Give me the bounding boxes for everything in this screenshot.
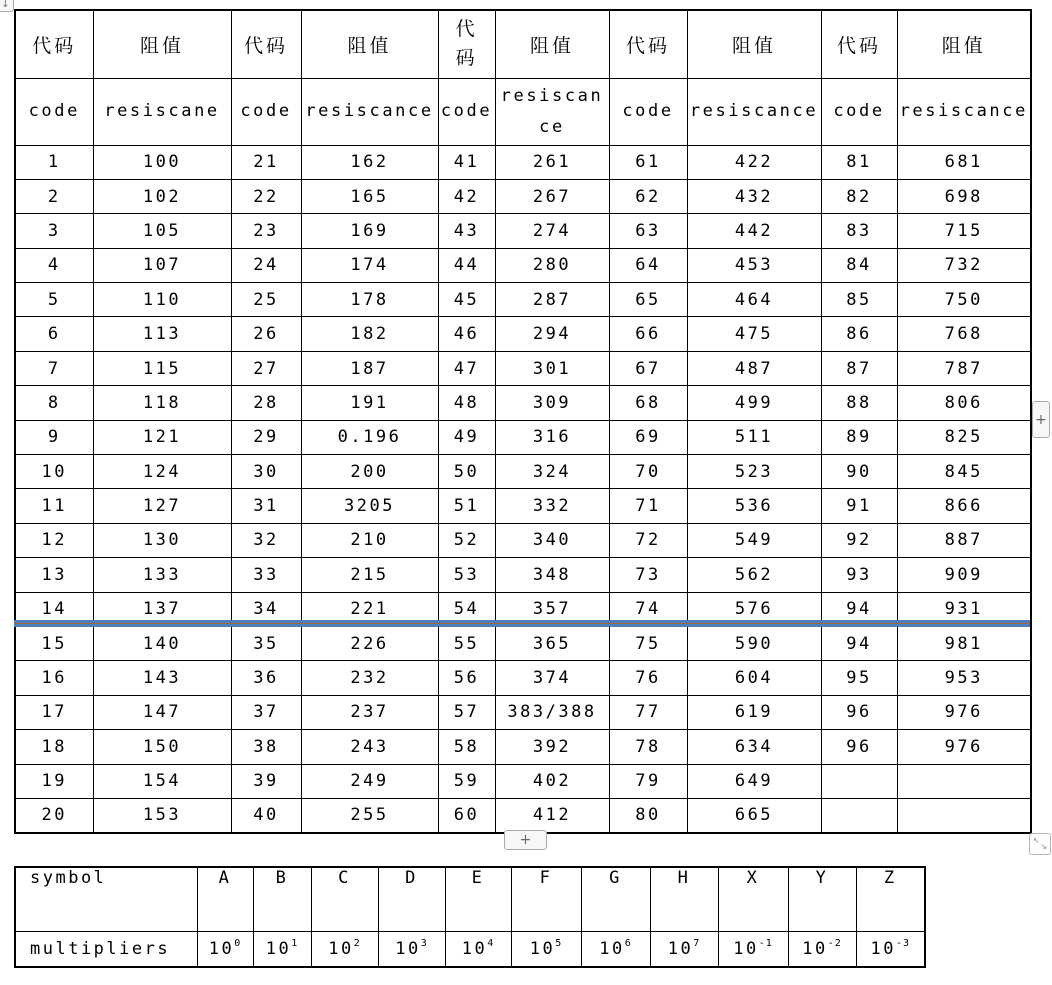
header-cn-code: 代码 [231,10,301,78]
cell-resistance: 115 [93,351,231,385]
multiplier-cell: $10^7$ [650,931,718,967]
cell-resistance: 340 [495,523,609,557]
cell-code: 46 [438,317,495,351]
cell-code: 57 [438,695,495,729]
cell-resistance: 118 [93,386,231,420]
cell-resistance: 549 [687,523,821,557]
header-en-code: code [231,78,301,145]
cell-resistance: 732 [897,248,1031,282]
cell-code: 36 [231,661,301,695]
cell-code: 89 [821,420,897,454]
cell-resistance: 287 [495,283,609,317]
header-cn-resistance: 阻值 [301,10,438,78]
cell-resistance: 475 [687,317,821,351]
cell-code: 25 [231,283,301,317]
cell-resistance: 165 [301,179,438,213]
cell-code: 34 [231,592,301,626]
multiplier-cell: $10^6$ [581,931,650,967]
insert-row-button[interactable]: + [1032,401,1050,438]
header-en-resistance: resiscance [897,78,1031,145]
cell-code: 95 [821,661,897,695]
cell-code: 39 [231,764,301,798]
cell-code: 17 [15,695,93,729]
symbol-row-label: symbol [15,867,197,931]
cell-resistance: 309 [495,386,609,420]
cell-resistance: 150 [93,730,231,764]
cell-resistance: 0.196 [301,420,438,454]
cell-code: 35 [231,626,301,660]
cell-code: 31 [231,489,301,523]
cell-resistance: 280 [495,248,609,282]
cell-resistance: 931 [897,592,1031,626]
symbol-cell: H [650,867,718,931]
cell-resistance: 215 [301,558,438,592]
table-resize-handle[interactable] [1029,833,1051,855]
cell-code: 24 [231,248,301,282]
symbol-cell: Z [856,867,925,931]
cell-resistance: 107 [93,248,231,282]
cell-resistance: 191 [301,386,438,420]
cell-code: 62 [609,179,687,213]
cell-code: 90 [821,455,897,489]
multiplier-cell: $10^0$ [197,931,253,967]
cell-resistance: 102 [93,179,231,213]
cell-resistance: 178 [301,283,438,317]
cell-code: 82 [821,179,897,213]
cell-code [821,798,897,832]
multiplier-cell: $10^{-3}$ [856,931,925,967]
cell-code: 43 [438,214,495,248]
insert-column-button[interactable]: + [504,830,547,850]
cell-code: 76 [609,661,687,695]
cell-resistance: 523 [687,455,821,489]
cell-resistance: 536 [687,489,821,523]
cell-resistance: 274 [495,214,609,248]
header-cn-code: 代码 [438,10,495,78]
cell-code: 28 [231,386,301,420]
cell-resistance: 210 [301,523,438,557]
resistance-table [14,9,1032,834]
multiplier-cell: $10^4$ [445,931,511,967]
cell-code: 42 [438,179,495,213]
multiplier-cell: $10^2$ [311,931,378,967]
cell-resistance: 348 [495,558,609,592]
cell-code [821,764,897,798]
cell-resistance: 787 [897,351,1031,385]
cell-code: 14 [15,592,93,626]
cell-code: 67 [609,351,687,385]
cell-code: 27 [231,351,301,385]
cell-resistance: 169 [301,214,438,248]
cell-resistance: 365 [495,626,609,660]
cell-code: 4 [15,248,93,282]
cell-resistance: 681 [897,145,1031,179]
header-cn-resistance: 阻值 [93,10,231,78]
cell-code: 8 [15,386,93,420]
header-en-code: code [821,78,897,145]
cell-code: 68 [609,386,687,420]
header-en-resistance: resiscance [301,78,438,145]
symbol-cell: X [718,867,788,931]
cell-code: 74 [609,592,687,626]
cell-resistance [897,764,1031,798]
cell-code: 15 [15,626,93,660]
cell-resistance: 221 [301,592,438,626]
symbol-cell: Y [788,867,856,931]
header-en-resistance: resiscance [495,78,609,145]
cell-resistance: 140 [93,626,231,660]
cell-code: 66 [609,317,687,351]
cell-code: 40 [231,798,301,832]
cell-code: 6 [15,317,93,351]
cell-resistance: 887 [897,523,1031,557]
cell-code: 50 [438,455,495,489]
symbol-cell: F [511,867,581,931]
cell-code: 75 [609,626,687,660]
multiplier-cell: $10^{-1}$ [718,931,788,967]
cell-code: 96 [821,730,897,764]
cell-code: 9 [15,420,93,454]
cell-code: 93 [821,558,897,592]
cell-resistance: 768 [897,317,1031,351]
cell-resistance: 562 [687,558,821,592]
cell-resistance: 698 [897,179,1031,213]
cell-code: 48 [438,386,495,420]
cell-code: 61 [609,145,687,179]
cell-code: 51 [438,489,495,523]
cell-resistance: 412 [495,798,609,832]
cell-code: 83 [821,214,897,248]
cell-resistance: 110 [93,283,231,317]
cell-resistance: 665 [687,798,821,832]
symbol-table [14,866,926,968]
cell-code: 91 [821,489,897,523]
resize-se-arrow-icon: ↘ [1040,842,1047,851]
cell-code: 11 [15,489,93,523]
resize-nw-arrow-icon: ↖ [1033,836,1040,845]
cell-resistance: 432 [687,179,821,213]
cell-resistance: 590 [687,626,821,660]
down-arrow-icon: ↓ [1,0,10,10]
cell-resistance: 255 [301,798,438,832]
cell-resistance: 332 [495,489,609,523]
cell-code: 55 [438,626,495,660]
cell-code: 64 [609,248,687,282]
cell-resistance: 100 [93,145,231,179]
cell-resistance: 249 [301,764,438,798]
cell-code: 77 [609,695,687,729]
header-en-code: code [15,78,93,145]
cell-resistance: 301 [495,351,609,385]
cell-code: 45 [438,283,495,317]
cell-code: 81 [821,145,897,179]
cell-resistance: 845 [897,455,1031,489]
revision-highlight-line [14,620,1030,627]
header-cn-resistance: 阻值 [495,10,609,78]
symbol-cell: D [378,867,445,931]
cell-resistance: 715 [897,214,1031,248]
cell-code: 37 [231,695,301,729]
cell-code: 7 [15,351,93,385]
header-en-code: code [609,78,687,145]
cell-code: 54 [438,592,495,626]
cell-resistance: 750 [897,283,1031,317]
multiplier-cell: $10^5$ [511,931,581,967]
cell-code: 44 [438,248,495,282]
cell-code: 10 [15,455,93,489]
header-cn-resistance: 阻值 [687,10,821,78]
cell-resistance: 162 [301,145,438,179]
cell-resistance: 619 [687,695,821,729]
cell-code: 21 [231,145,301,179]
cell-code: 52 [438,523,495,557]
cell-resistance: 442 [687,214,821,248]
cell-resistance: 383/388 [495,695,609,729]
cell-resistance: 153 [93,798,231,832]
cell-code: 18 [15,730,93,764]
cell-resistance: 143 [93,661,231,695]
cell-resistance: 357 [495,592,609,626]
cell-resistance: 243 [301,730,438,764]
cell-resistance: 237 [301,695,438,729]
cell-code: 20 [15,798,93,832]
cell-resistance: 137 [93,592,231,626]
cell-resistance: 576 [687,592,821,626]
cell-resistance: 499 [687,386,821,420]
cell-resistance [897,798,1031,832]
cell-resistance: 113 [93,317,231,351]
cell-resistance: 3205 [301,489,438,523]
cell-resistance: 124 [93,455,231,489]
cell-code: 70 [609,455,687,489]
cell-code: 59 [438,764,495,798]
cell-code: 87 [821,351,897,385]
cell-code: 84 [821,248,897,282]
cell-resistance: 182 [301,317,438,351]
cell-code: 5 [15,283,93,317]
cell-code: 41 [438,145,495,179]
cell-code: 58 [438,730,495,764]
cell-resistance: 133 [93,558,231,592]
cell-resistance: 453 [687,248,821,282]
cell-resistance: 981 [897,626,1031,660]
cell-resistance: 866 [897,489,1031,523]
cell-resistance: 487 [687,351,821,385]
header-cn-code: 代码 [609,10,687,78]
header-en-resistance: resiscane [93,78,231,145]
cell-code: 13 [15,558,93,592]
cell-code: 71 [609,489,687,523]
cell-resistance: 130 [93,523,231,557]
cell-resistance: 402 [495,764,609,798]
cell-resistance: 374 [495,661,609,695]
symbol-cell: G [581,867,650,931]
cell-resistance: 825 [897,420,1031,454]
cell-code: 63 [609,214,687,248]
cell-resistance: 316 [495,420,609,454]
cell-code: 33 [231,558,301,592]
header-cn-resistance: 阻值 [897,10,1031,78]
cell-code: 3 [15,214,93,248]
cell-resistance: 261 [495,145,609,179]
cell-code: 53 [438,558,495,592]
cell-resistance: 154 [93,764,231,798]
cell-resistance: 226 [301,626,438,660]
cell-code: 1 [15,145,93,179]
cell-code: 16 [15,661,93,695]
cell-resistance: 806 [897,386,1031,420]
cell-resistance: 634 [687,730,821,764]
symbol-cell: C [311,867,378,931]
cell-code: 69 [609,420,687,454]
table-anchor-icon[interactable] [0,0,14,12]
cell-resistance: 976 [897,730,1031,764]
cell-resistance: 121 [93,420,231,454]
cell-code: 19 [15,764,93,798]
cell-resistance: 105 [93,214,231,248]
cell-code: 22 [231,179,301,213]
cell-resistance: 604 [687,661,821,695]
cell-code: 78 [609,730,687,764]
cell-resistance: 174 [301,248,438,282]
cell-code: 49 [438,420,495,454]
cell-resistance: 976 [897,695,1031,729]
cell-code: 65 [609,283,687,317]
header-cn-code: 代码 [15,10,93,78]
multiplier-cell: $10^3$ [378,931,445,967]
cell-code: 38 [231,730,301,764]
symbol-cell: E [445,867,511,931]
header-en-resistance: resiscance [687,78,821,145]
resistance-code-table [14,9,1030,834]
cell-code: 26 [231,317,301,351]
cell-resistance: 232 [301,661,438,695]
cell-resistance: 649 [687,764,821,798]
cell-resistance: 147 [93,695,231,729]
cell-code: 12 [15,523,93,557]
multiplier-cell: $10^{-2}$ [788,931,856,967]
cell-code: 30 [231,455,301,489]
cell-resistance: 294 [495,317,609,351]
multiplier-symbol-table [14,866,926,968]
multipliers-row-label: multipliers [15,931,197,967]
cell-resistance: 422 [687,145,821,179]
header-en-code: code [438,78,495,145]
cell-resistance: 200 [301,455,438,489]
cell-code: 60 [438,798,495,832]
cell-code: 56 [438,661,495,695]
multiplier-cell: $10^1$ [253,931,311,967]
cell-code: 79 [609,764,687,798]
cell-resistance: 953 [897,661,1031,695]
cell-code: 96 [821,695,897,729]
cell-code: 80 [609,798,687,832]
cell-resistance: 392 [495,730,609,764]
cell-resistance: 511 [687,420,821,454]
cell-resistance: 464 [687,283,821,317]
symbol-cell: A [197,867,253,931]
cell-resistance: 909 [897,558,1031,592]
cell-resistance: 267 [495,179,609,213]
symbol-cell: B [253,867,311,931]
cell-code: 73 [609,558,687,592]
cell-resistance: 324 [495,455,609,489]
header-cn-code: 代码 [821,10,897,78]
cell-code: 32 [231,523,301,557]
cell-code: 86 [821,317,897,351]
cell-code: 88 [821,386,897,420]
cell-code: 23 [231,214,301,248]
cell-code: 47 [438,351,495,385]
cell-resistance: 127 [93,489,231,523]
cell-code: 2 [15,179,93,213]
cell-resistance: 187 [301,351,438,385]
cell-code: 92 [821,523,897,557]
cell-code: 94 [821,626,897,660]
cell-code: 29 [231,420,301,454]
cell-code: 94 [821,592,897,626]
cell-code: 72 [609,523,687,557]
cell-code: 85 [821,283,897,317]
